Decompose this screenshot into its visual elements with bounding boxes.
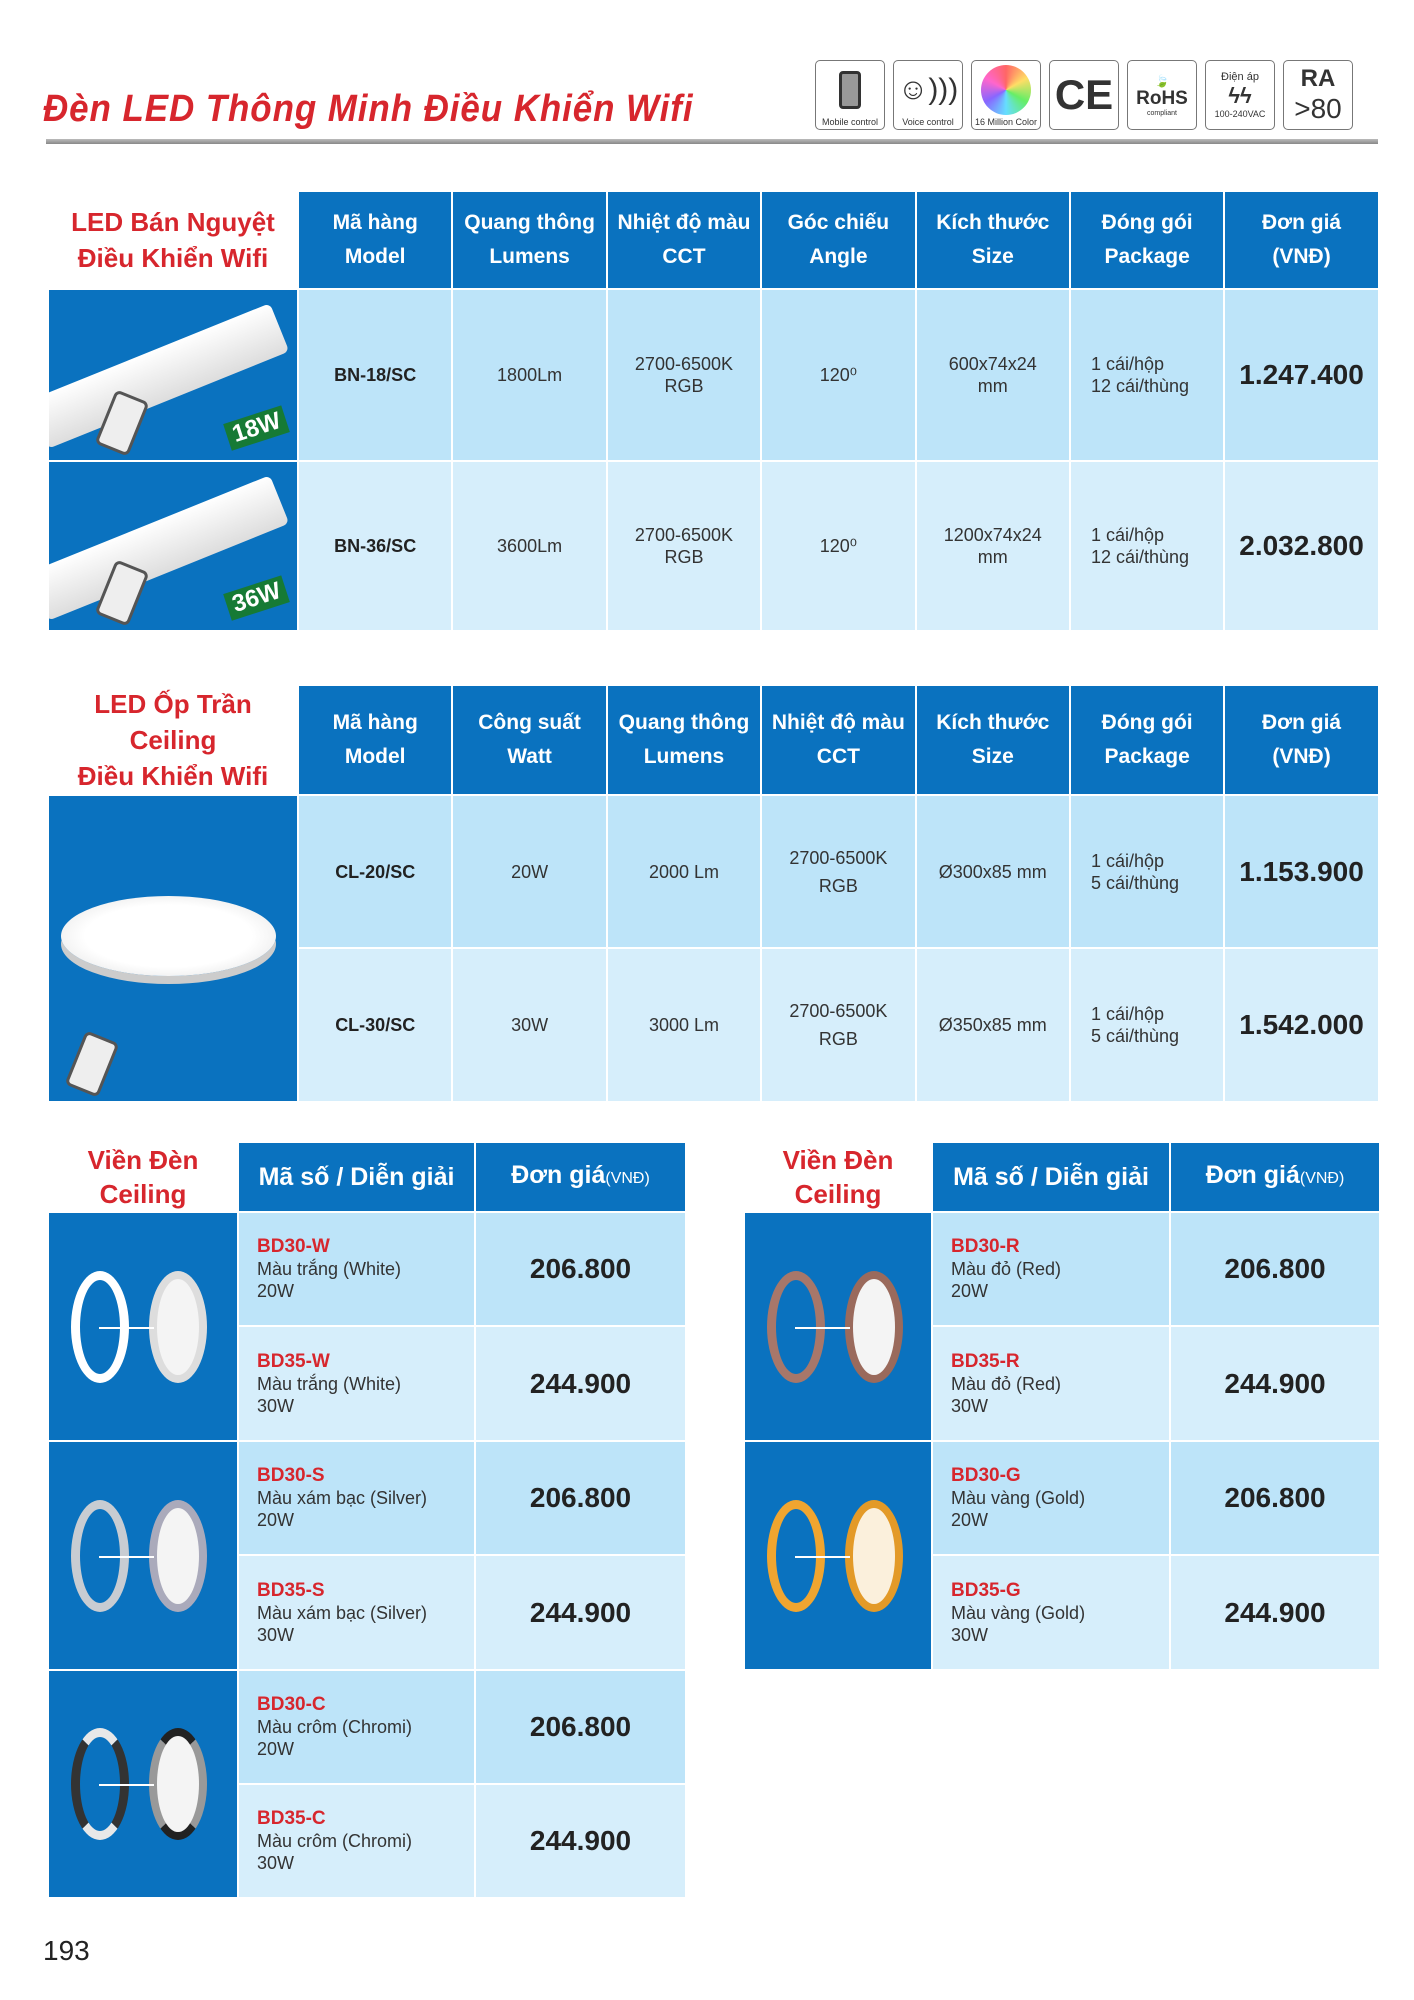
price: 244.900 — [475, 1555, 686, 1670]
wattage-badge: 36W — [223, 575, 290, 621]
size: Ø300x85 mm — [916, 795, 1070, 948]
table-row: BD30-W Màu trắng (White) 20W 206.800 — [48, 1212, 686, 1326]
price: 206.800 — [1170, 1441, 1380, 1555]
rohs-icon: 🍃 RoHS compliant — [1127, 60, 1197, 130]
rim-image-chrome — [48, 1670, 238, 1898]
table-row: BD30-G Màu vàng (Gold) 20W 206.800 — [744, 1441, 1380, 1555]
phone-icon — [64, 1030, 119, 1097]
lumens: 1800Lm — [452, 289, 606, 461]
angle: 120⁰ — [761, 461, 915, 631]
rim-image-red — [744, 1212, 932, 1441]
table-row: BD30-C Màu crôm (Chromi) 20W 206.800 — [48, 1670, 686, 1784]
page-title: Đèn LED Thông Minh Điều Khiển Wifi — [43, 88, 694, 130]
header-model: Mã hàng Model — [298, 685, 452, 795]
header-lumens: Quang thông Lumens — [607, 685, 761, 795]
table-row: BD35-R Màu đỏ (Red) 30W 244.900 — [744, 1326, 1380, 1441]
color-wheel-icon: 16 Million Color — [971, 60, 1041, 130]
table-row: BD35-G Màu vàng (Gold) 30W 244.900 — [744, 1555, 1380, 1670]
header-size: Kích thước Size — [916, 191, 1070, 289]
package: 1 cái/hộp 12 cái/thùng — [1070, 289, 1224, 461]
table-row: BD30-S Màu xám bạc (Silver) 20W 206.800 — [48, 1441, 686, 1555]
mobile-control-icon: Mobile control — [815, 60, 885, 130]
price: 206.800 — [475, 1441, 686, 1555]
header-watt: Công suất Watt — [452, 685, 606, 795]
voltage-icon: Điện áp ϟϟ 100-240VAC — [1205, 60, 1275, 130]
package: 1 cái/hộp 5 cái/thùng — [1070, 795, 1224, 948]
table-row: BD30-R Màu đỏ (Red) 20W 206.800 — [744, 1212, 1380, 1326]
price: 206.800 — [475, 1212, 686, 1326]
price: 244.900 — [475, 1326, 686, 1441]
header-package: Đóng gói Package — [1070, 685, 1224, 795]
size: 1200x74x24 mm — [916, 461, 1070, 631]
table-led-op-tran — [47, 684, 1380, 1103]
price: 244.900 — [1170, 1326, 1380, 1441]
product-image-bn36 — [48, 461, 298, 631]
price: 244.900 — [475, 1784, 686, 1898]
header-cct: Nhiệt độ màu CCT — [607, 191, 761, 289]
header-price: Đơn giá (VNĐ) — [1224, 685, 1378, 795]
table-rims-left — [47, 1141, 687, 1899]
model: BN-18/SC — [298, 289, 452, 461]
model: CL-30/SC — [298, 948, 452, 1102]
ce-mark-icon: CE — [1049, 60, 1119, 130]
table-row: BD35-W Màu trắng (White) 30W 244.900 — [48, 1326, 686, 1441]
header-lumens: Quang thông Lumens — [452, 191, 606, 289]
table-rims-right — [743, 1141, 1381, 1671]
size: Ø350x85 mm — [916, 948, 1070, 1102]
header-code: Mã số / Diễn giải — [238, 1142, 475, 1212]
model: BN-36/SC — [298, 461, 452, 631]
wattage-badge: 18W — [223, 405, 290, 451]
cct: 2700-6500K RGB — [761, 795, 915, 948]
section-label: LED Ốp Trần Ceiling Điều Khiển Wifi — [48, 685, 298, 795]
table-row — [48, 461, 1379, 631]
header-cct: Nhiệt độ màu CCT — [761, 685, 915, 795]
voice-control-icon: ☺︎))) Voice control — [893, 60, 963, 130]
watt: 30W — [452, 948, 606, 1102]
product-image-bn18 — [48, 289, 298, 461]
ra-icon: RA >80 — [1283, 60, 1353, 130]
angle: 120⁰ — [761, 289, 915, 461]
rim-image-white — [48, 1212, 238, 1441]
price: 1.542.000 — [1224, 948, 1378, 1102]
table-led-ban-nguyet — [47, 190, 1380, 632]
header-price: Đơn giá(VNĐ) — [1170, 1142, 1380, 1212]
section-label: Viền Đèn Ceiling — [48, 1142, 238, 1212]
header-package: Đóng gói Package — [1070, 191, 1224, 289]
price: 1.153.900 — [1224, 795, 1378, 948]
lumens: 2000 Lm — [607, 795, 761, 948]
section-label: Viền Đèn Ceiling — [744, 1142, 932, 1212]
rim-image-silver — [48, 1441, 238, 1670]
price: 1.247.400 — [1224, 289, 1378, 461]
price: 244.900 — [1170, 1555, 1380, 1670]
product-image-ceiling — [48, 795, 298, 1102]
package: 1 cái/hộp 5 cái/thùng — [1070, 948, 1224, 1102]
table-row: BD35-C Màu crôm (Chromi) 30W 244.900 — [48, 1784, 686, 1898]
header-model: Mã hàng Model — [298, 191, 452, 289]
price: 206.800 — [475, 1670, 686, 1784]
table-row: BD35-S Màu xám bạc (Silver) 30W 244.900 — [48, 1555, 686, 1670]
lumens: 3600Lm — [452, 461, 606, 631]
size: 600x74x24 mm — [916, 289, 1070, 461]
page-number: 193 — [43, 1935, 90, 1966]
rim-image-gold — [744, 1441, 932, 1670]
price: 2.032.800 — [1224, 461, 1378, 631]
cct: 2700-6500K RGB — [607, 461, 761, 631]
cct: 2700-6500K RGB — [761, 948, 915, 1102]
header-code: Mã số / Diễn giải — [932, 1142, 1170, 1212]
package: 1 cái/hộp 12 cái/thùng — [1070, 461, 1224, 631]
table-row — [48, 289, 1379, 461]
header-price: Đơn giá (VNĐ) — [1224, 191, 1378, 289]
header-price: Đơn giá(VNĐ) — [475, 1142, 686, 1212]
model: CL-20/SC — [298, 795, 452, 948]
title-divider — [46, 139, 1378, 144]
header-size: Kích thước Size — [916, 685, 1070, 795]
feature-icons — [815, 60, 1353, 130]
price: 206.800 — [1170, 1212, 1380, 1326]
section-label: LED Bán Nguyệt Điều Khiển Wifi — [48, 191, 298, 289]
lumens: 3000 Lm — [607, 948, 761, 1102]
header-angle: Góc chiếu Angle — [761, 191, 915, 289]
table-row — [48, 795, 1379, 948]
cct: 2700-6500K RGB — [607, 289, 761, 461]
watt: 20W — [452, 795, 606, 948]
